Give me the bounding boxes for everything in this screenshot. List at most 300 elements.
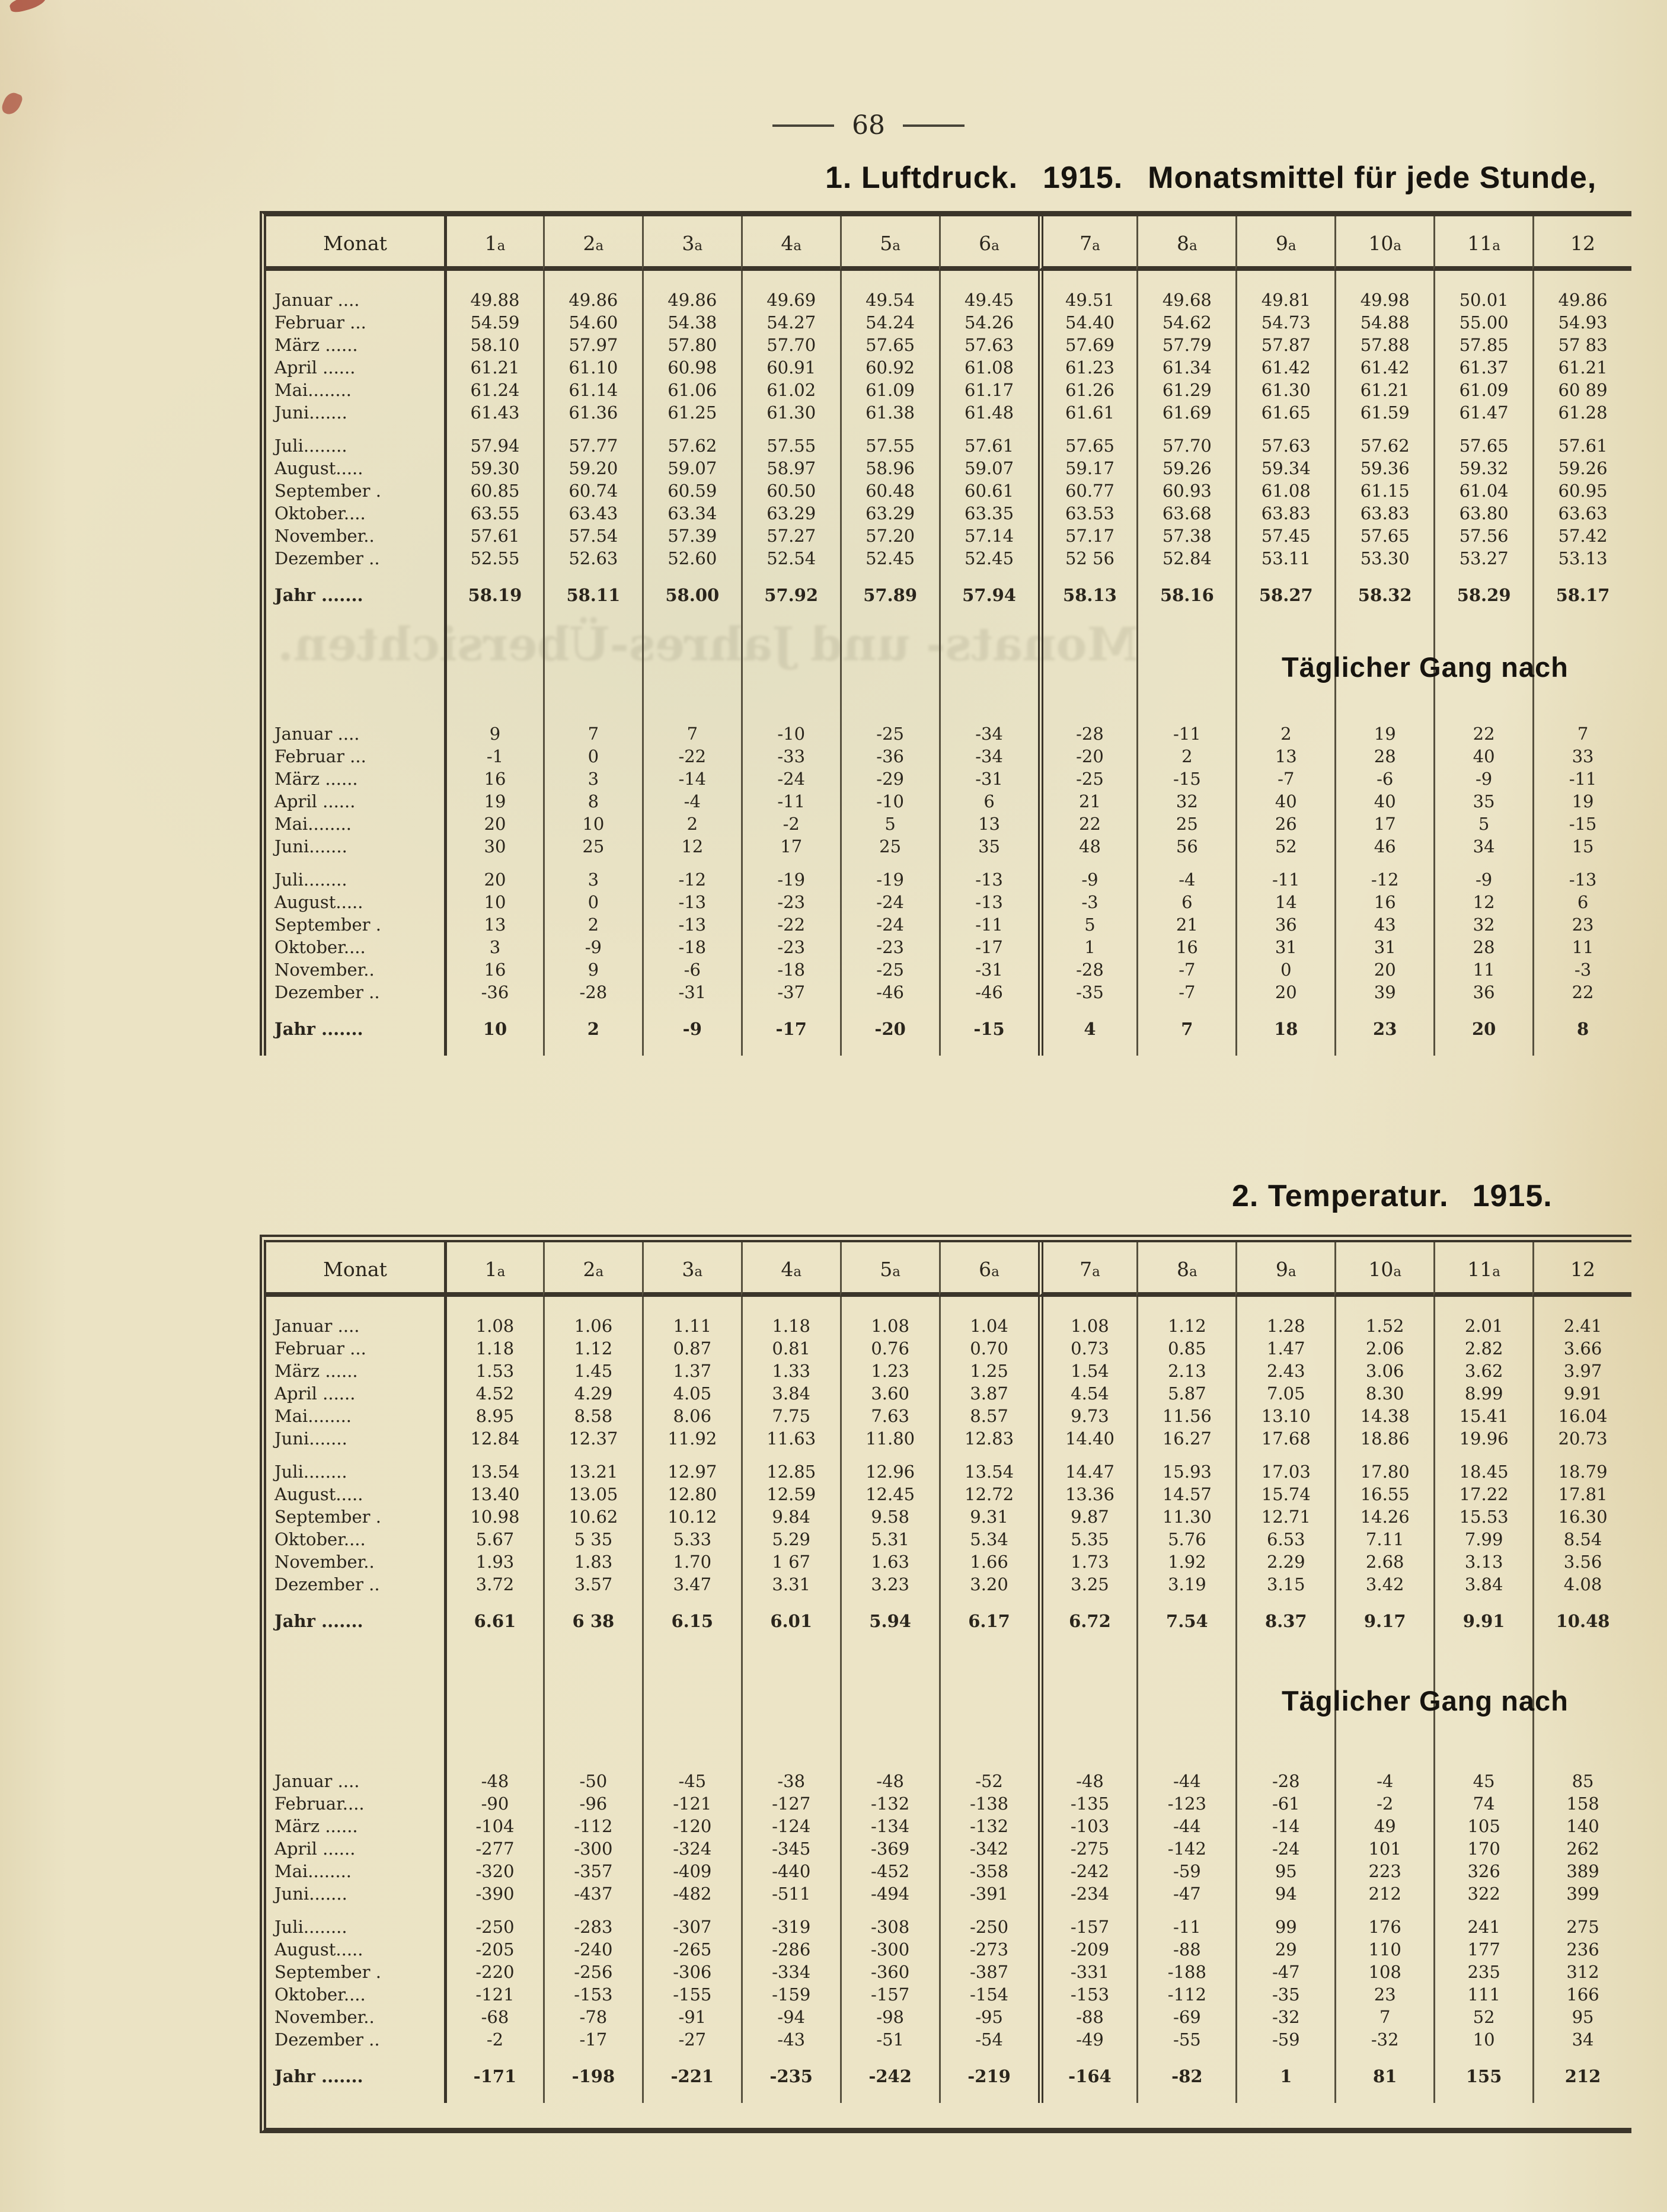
value-cell: 12.45	[840, 1483, 939, 1505]
value-cell: -9	[1433, 768, 1532, 790]
value-cell: 13.54	[939, 1450, 1038, 1483]
value-cell: 36	[1235, 913, 1334, 936]
title-year: 1915.	[1472, 1179, 1553, 1213]
month-row-label: Dezember ..	[274, 2029, 380, 2050]
value-cell: 8.57	[939, 1405, 1038, 1427]
value-cell: 11	[1532, 936, 1631, 958]
value-cell: 61.38	[840, 401, 939, 424]
value-cell: 25	[1136, 813, 1235, 835]
value-cell: 59.07	[642, 457, 741, 480]
value-cell: -369	[840, 1837, 939, 1860]
value-cell: -91	[642, 2006, 741, 2028]
value-cell: 16.30	[1532, 1505, 1631, 1528]
table-spacer	[266, 1648, 444, 1752]
value-cell: 8.06	[642, 1405, 741, 1427]
value-cell: -142	[1136, 1837, 1235, 1860]
value-cell: -24	[840, 891, 939, 913]
value-cell: 2.06	[1334, 1337, 1433, 1360]
value-cell: 3.84	[741, 1382, 840, 1405]
value-cell: 1.18	[444, 1337, 543, 1360]
value-cell: 399	[1532, 1882, 1631, 1905]
value-cell: 176	[1334, 1905, 1433, 1938]
value-cell: 12.84	[444, 1427, 543, 1450]
value-cell: 49.68	[1136, 271, 1235, 311]
value-cell: 17.81	[1532, 1483, 1631, 1505]
value-cell: 16	[444, 768, 543, 790]
value-cell: 0	[543, 891, 642, 913]
value-cell: 10.12	[642, 1505, 741, 1528]
value-cell: 1 67	[741, 1551, 840, 1573]
month-row-label: November..	[274, 960, 375, 980]
value-cell: 39	[1334, 981, 1433, 1003]
value-cell: -2	[444, 2028, 543, 2051]
value-cell: 389	[1532, 1860, 1631, 1882]
value-cell: 262	[1532, 1837, 1631, 1860]
table-spacer	[543, 622, 642, 705]
value-cell: -98	[840, 2006, 939, 2028]
column-header-7a: 7a	[1038, 216, 1137, 271]
value-cell: -32	[1334, 2028, 1433, 2051]
month-row-label: Oktober....	[274, 937, 366, 957]
value-cell: 3.72	[444, 1573, 543, 1596]
value-cell: 2.01	[1433, 1297, 1532, 1337]
value-cell: 3.60	[840, 1382, 939, 1405]
value-cell: 13.21	[543, 1450, 642, 1483]
value-cell: 4.52	[444, 1382, 543, 1405]
value-cell: 57.39	[642, 525, 741, 547]
value-cell: -59	[1136, 1860, 1235, 1882]
value-cell: -452	[840, 1860, 939, 1882]
value-cell: 166	[1532, 1983, 1631, 2006]
value-cell: 59.26	[1136, 457, 1235, 480]
value-cell: 15.41	[1433, 1405, 1532, 1427]
column-header-10a: 10a	[1334, 1242, 1433, 1297]
month-row-label: Juli........	[274, 1917, 347, 1937]
table-spacer	[642, 1648, 741, 1752]
value-cell: -47	[1235, 1961, 1334, 1983]
value-cell: 5	[1433, 813, 1532, 835]
value-cell: 63.34	[642, 502, 741, 525]
value-cell: 9	[444, 705, 543, 745]
value-cell: 16	[444, 958, 543, 981]
value-cell: -35	[1038, 981, 1137, 1003]
value-cell: 1	[1235, 2051, 1334, 2103]
value-cell: 22	[1038, 813, 1137, 835]
value-cell: -171	[444, 2051, 543, 2103]
value-cell: 7.54	[1136, 1596, 1235, 1648]
value-cell: -331	[1038, 1961, 1137, 1983]
value-cell: 59.07	[939, 457, 1038, 480]
value-cell: 61.43	[444, 401, 543, 424]
value-cell: 94	[1235, 1882, 1334, 1905]
value-cell: 17.22	[1433, 1483, 1532, 1505]
value-cell: -15	[939, 1003, 1038, 1056]
value-cell: -19	[741, 858, 840, 891]
month-row-label: Dezember ..	[274, 548, 380, 568]
table-spacer	[444, 1648, 543, 1752]
value-cell: 58.13	[1038, 570, 1137, 622]
value-cell: -22	[741, 913, 840, 936]
value-cell: -88	[1136, 1938, 1235, 1961]
value-cell: 34	[1532, 2028, 1631, 2051]
month-row-label: Februar....	[274, 1794, 365, 1814]
value-cell: 52	[1235, 835, 1334, 858]
value-cell: 1.04	[939, 1297, 1038, 1337]
month-row-label: Oktober....	[274, 1529, 366, 1549]
value-cell: -32	[1235, 2006, 1334, 2028]
table-spacer	[1038, 622, 1137, 705]
month-row-label: Januar ....	[274, 1316, 360, 1336]
value-cell: 61.06	[642, 379, 741, 401]
column-header-12: 12	[1532, 1242, 1631, 1297]
value-cell: 61.25	[642, 401, 741, 424]
value-cell: 14.47	[1038, 1450, 1137, 1483]
value-cell: -25	[840, 958, 939, 981]
value-cell: 0.70	[939, 1337, 1038, 1360]
value-cell: -342	[939, 1837, 1038, 1860]
value-cell: 223	[1334, 1860, 1433, 1882]
value-cell: -11	[1136, 1905, 1235, 1938]
value-cell: 61.21	[1334, 379, 1433, 401]
value-cell: 3.25	[1038, 1573, 1137, 1596]
value-cell: 0.81	[741, 1337, 840, 1360]
month-row-label: Januar ....	[274, 290, 360, 310]
value-cell: 2.13	[1136, 1360, 1235, 1382]
month-row-label: November..	[274, 526, 375, 546]
value-cell: 8	[1532, 1003, 1631, 1056]
value-cell: 8.58	[543, 1405, 642, 1427]
taeglicher-gang-heading-temperatur: Täglicher Gang nach	[1282, 1685, 1569, 1716]
column-header-4a: 4a	[741, 1242, 840, 1297]
title-year: 1915.	[1043, 161, 1123, 195]
value-cell: -277	[444, 1837, 543, 1860]
value-cell: -20	[1038, 745, 1137, 768]
value-cell: 18.86	[1334, 1427, 1433, 1450]
value-cell: 6.17	[939, 1596, 1038, 1648]
month-row-label: September .	[274, 915, 381, 935]
value-cell: 1.18	[741, 1297, 840, 1337]
column-header-8a: 8a	[1136, 1242, 1235, 1297]
value-cell: 59.30	[444, 457, 543, 480]
month-row-label: Februar ...	[274, 312, 366, 333]
value-cell: -10	[741, 705, 840, 745]
value-cell: 170	[1433, 1837, 1532, 1860]
value-cell: 9.73	[1038, 1405, 1137, 1427]
section-title-temperatur	[1232, 1178, 1553, 1214]
value-cell: 59.26	[1532, 457, 1631, 480]
value-cell: 1.47	[1235, 1337, 1334, 1360]
value-cell: 29	[1235, 1938, 1334, 1961]
value-cell: 3	[543, 858, 642, 891]
value-cell: 61.24	[444, 379, 543, 401]
value-cell: 7	[642, 705, 741, 745]
value-cell: 2.82	[1433, 1337, 1532, 1360]
value-cell: 5.34	[939, 1528, 1038, 1551]
value-cell: 57 83	[1532, 334, 1631, 356]
value-cell: 54.62	[1136, 311, 1235, 334]
month-row-label: April ......	[274, 791, 356, 811]
value-cell: 53.27	[1433, 547, 1532, 570]
value-cell: -134	[840, 1815, 939, 1837]
column-header-3a: 3a	[642, 1242, 741, 1297]
value-cell: 95	[1235, 1860, 1334, 1882]
value-cell: 63.63	[1532, 502, 1631, 525]
value-cell: 3.23	[840, 1573, 939, 1596]
column-header-2a: 2a	[543, 1242, 642, 1297]
value-cell: 3.06	[1334, 1360, 1433, 1382]
column-header-monat: Monat	[266, 1242, 444, 1297]
value-cell: 61.42	[1235, 356, 1334, 379]
value-cell: 57.14	[939, 525, 1038, 547]
value-cell: -320	[444, 1860, 543, 1882]
value-cell: 3.19	[1136, 1573, 1235, 1596]
value-cell: 101	[1334, 1837, 1433, 1860]
value-cell: 57.79	[1136, 334, 1235, 356]
column-header-7a: 7a	[1038, 1242, 1137, 1297]
value-cell: 3.87	[939, 1382, 1038, 1405]
value-cell: 15	[1532, 835, 1631, 858]
value-cell: 52.45	[840, 547, 939, 570]
value-cell: -51	[840, 2028, 939, 2051]
value-cell: 49.86	[543, 271, 642, 311]
value-cell: -11	[1235, 858, 1334, 891]
value-cell: 54.59	[444, 311, 543, 334]
value-cell: 57.77	[543, 424, 642, 457]
value-cell: 63.43	[543, 502, 642, 525]
value-cell: 7.05	[1235, 1382, 1334, 1405]
value-cell: 60.77	[1038, 480, 1137, 502]
value-cell: 11.63	[741, 1427, 840, 1450]
value-cell: 6	[939, 790, 1038, 813]
red-ink-mark	[0, 90, 24, 117]
value-cell: 241	[1433, 1905, 1532, 1938]
value-cell: -127	[741, 1792, 840, 1815]
table-spacer	[939, 1648, 1038, 1752]
value-cell: 4.08	[1532, 1573, 1631, 1596]
value-cell: -250	[444, 1905, 543, 1938]
value-cell: -112	[1136, 1983, 1235, 2006]
value-cell: -7	[1235, 768, 1334, 790]
value-cell: -50	[543, 1752, 642, 1792]
value-cell: 9.58	[840, 1505, 939, 1528]
value-cell: -273	[939, 1938, 1038, 1961]
value-cell: 58.00	[642, 570, 741, 622]
value-cell: -409	[642, 1860, 741, 1882]
value-cell: -47	[1136, 1882, 1235, 1905]
value-cell: 81	[1334, 2051, 1433, 2103]
value-cell: 61.10	[543, 356, 642, 379]
value-cell: 1.08	[444, 1297, 543, 1337]
value-cell: 63.35	[939, 502, 1038, 525]
month-row-label: Oktober....	[274, 503, 366, 523]
value-cell: -250	[939, 1905, 1038, 1938]
value-cell: 13.40	[444, 1483, 543, 1505]
value-cell: -15	[1532, 813, 1631, 835]
value-cell: -11	[741, 790, 840, 813]
value-cell: 5.35	[1038, 1528, 1137, 1551]
value-cell: 1.73	[1038, 1551, 1137, 1573]
value-cell: 19	[1532, 790, 1631, 813]
value-cell: 57.62	[1334, 424, 1433, 457]
value-cell: -31	[939, 768, 1038, 790]
value-cell: 9.87	[1038, 1505, 1137, 1528]
value-cell: 49.54	[840, 271, 939, 311]
value-cell: 57.45	[1235, 525, 1334, 547]
value-cell: -132	[939, 1815, 1038, 1837]
value-cell: 61.02	[741, 379, 840, 401]
table-spacer	[939, 622, 1038, 705]
value-cell: -17	[543, 2028, 642, 2051]
jahr-row-label: Jahr .......	[274, 2066, 363, 2086]
value-cell: 57.87	[1235, 334, 1334, 356]
value-cell: -88	[1038, 2006, 1137, 2028]
value-cell: -2	[741, 813, 840, 835]
value-cell: 32	[1136, 790, 1235, 813]
value-cell: 2	[1136, 745, 1235, 768]
value-cell: 40	[1334, 790, 1433, 813]
value-cell: 61.08	[1235, 480, 1334, 502]
value-cell: 20	[1235, 981, 1334, 1003]
value-cell: 11.80	[840, 1427, 939, 1450]
value-cell: 3.42	[1334, 1573, 1433, 1596]
column-header-9a: 9a	[1235, 216, 1334, 271]
value-cell: 13	[939, 813, 1038, 835]
value-cell: -387	[939, 1961, 1038, 1983]
month-row-label: Juli........	[274, 436, 347, 456]
value-cell: -511	[741, 1882, 840, 1905]
value-cell: 61.29	[1136, 379, 1235, 401]
value-cell: 31	[1334, 936, 1433, 958]
value-cell: -28	[1038, 705, 1137, 745]
value-cell: 63.55	[444, 502, 543, 525]
value-cell: -221	[642, 2051, 741, 2103]
value-cell: 54.73	[1235, 311, 1334, 334]
value-cell: 61.28	[1532, 401, 1631, 424]
value-cell: 57.65	[1334, 525, 1433, 547]
value-cell: 3.20	[939, 1573, 1038, 1596]
value-cell: 60.91	[741, 356, 840, 379]
month-row-label: August.....	[274, 1484, 363, 1504]
value-cell: 8.99	[1433, 1382, 1532, 1405]
value-cell: -25	[1038, 768, 1137, 790]
value-cell: 2	[543, 1003, 642, 1056]
value-cell: -38	[741, 1752, 840, 1792]
value-cell: 12	[1433, 891, 1532, 913]
value-cell: 10	[444, 1003, 543, 1056]
value-cell: 61.23	[1038, 356, 1137, 379]
value-cell: -2	[1334, 1792, 1433, 1815]
value-cell: -10	[840, 790, 939, 813]
month-row-label: April ......	[274, 1839, 356, 1859]
value-cell: -13	[939, 891, 1038, 913]
value-cell: 57.62	[642, 424, 741, 457]
value-cell: -242	[1038, 1860, 1137, 1882]
value-cell: 54.24	[840, 311, 939, 334]
value-cell: 2.41	[1532, 1297, 1631, 1337]
page-number-row	[732, 110, 1005, 140]
title-subject: Monatsmittel für jede Stunde,	[1148, 161, 1597, 195]
value-cell: 7	[1334, 2006, 1433, 2028]
month-row-label: Februar ...	[274, 1338, 366, 1358]
value-cell: -283	[543, 1905, 642, 1938]
value-cell: 55.00	[1433, 311, 1532, 334]
jahr-row-label: Jahr .......	[274, 1611, 363, 1631]
value-cell: -4	[1136, 858, 1235, 891]
jahr-row-label: Jahr .......	[274, 1019, 363, 1039]
value-cell: -18	[642, 936, 741, 958]
value-cell: 8.37	[1235, 1596, 1334, 1648]
value-cell: 2.43	[1235, 1360, 1334, 1382]
column-header-monat: Monat	[266, 216, 444, 271]
value-cell: -48	[840, 1752, 939, 1792]
value-cell: 35	[939, 835, 1038, 858]
value-cell: 59.20	[543, 457, 642, 480]
value-cell: -24	[741, 768, 840, 790]
value-cell: 16	[1334, 891, 1433, 913]
value-cell: -357	[543, 1860, 642, 1882]
value-cell: -68	[444, 2006, 543, 2028]
column-header-9a: 9a	[1235, 1242, 1334, 1297]
value-cell: 61.15	[1334, 480, 1433, 502]
value-cell: 3.47	[642, 1573, 741, 1596]
value-cell: 12.71	[1235, 1505, 1334, 1528]
value-cell: 61.21	[444, 356, 543, 379]
value-cell: 20	[444, 813, 543, 835]
value-cell: -4	[642, 790, 741, 813]
value-cell: 6.72	[1038, 1596, 1137, 1648]
value-cell: -132	[840, 1792, 939, 1815]
value-cell: 158	[1532, 1792, 1631, 1815]
value-cell: -121	[642, 1792, 741, 1815]
value-cell: 8.30	[1334, 1382, 1433, 1405]
value-cell: -17	[939, 936, 1038, 958]
month-row-label: April ......	[274, 1383, 356, 1404]
value-cell: 16.55	[1334, 1483, 1433, 1505]
value-cell: 21	[1136, 913, 1235, 936]
value-cell: 3.84	[1433, 1573, 1532, 1596]
value-cell: 52	[1433, 2006, 1532, 2028]
value-cell: 57.20	[840, 525, 939, 547]
value-cell: 6.53	[1235, 1528, 1334, 1551]
value-cell: 60.48	[840, 480, 939, 502]
value-cell: -306	[642, 1961, 741, 1983]
value-cell: -55	[1136, 2028, 1235, 2051]
value-cell: 236	[1532, 1938, 1631, 1961]
value-cell: -188	[1136, 1961, 1235, 1983]
month-row-label: Juni.......	[274, 1884, 347, 1904]
value-cell: 54.27	[741, 311, 840, 334]
value-cell: 13.36	[1038, 1483, 1137, 1505]
value-cell: 56	[1136, 835, 1235, 858]
value-cell: 54.60	[543, 311, 642, 334]
value-cell: 1.63	[840, 1551, 939, 1573]
value-cell: 6.01	[741, 1596, 840, 1648]
value-cell: 16.27	[1136, 1427, 1235, 1450]
value-cell: 58.19	[444, 570, 543, 622]
red-ink-mark	[8, 0, 47, 14]
value-cell: 61.30	[1235, 379, 1334, 401]
table-spacer	[741, 622, 840, 705]
value-cell: 19.96	[1433, 1427, 1532, 1450]
value-cell: 4.29	[543, 1382, 642, 1405]
value-cell: -155	[642, 1983, 741, 2006]
value-cell: 5.87	[1136, 1382, 1235, 1405]
value-cell: -324	[642, 1837, 741, 1860]
value-cell: 58.97	[741, 457, 840, 480]
value-cell: 1.28	[1235, 1297, 1334, 1337]
value-cell: -242	[840, 2051, 939, 2103]
value-cell: 53.30	[1334, 547, 1433, 570]
